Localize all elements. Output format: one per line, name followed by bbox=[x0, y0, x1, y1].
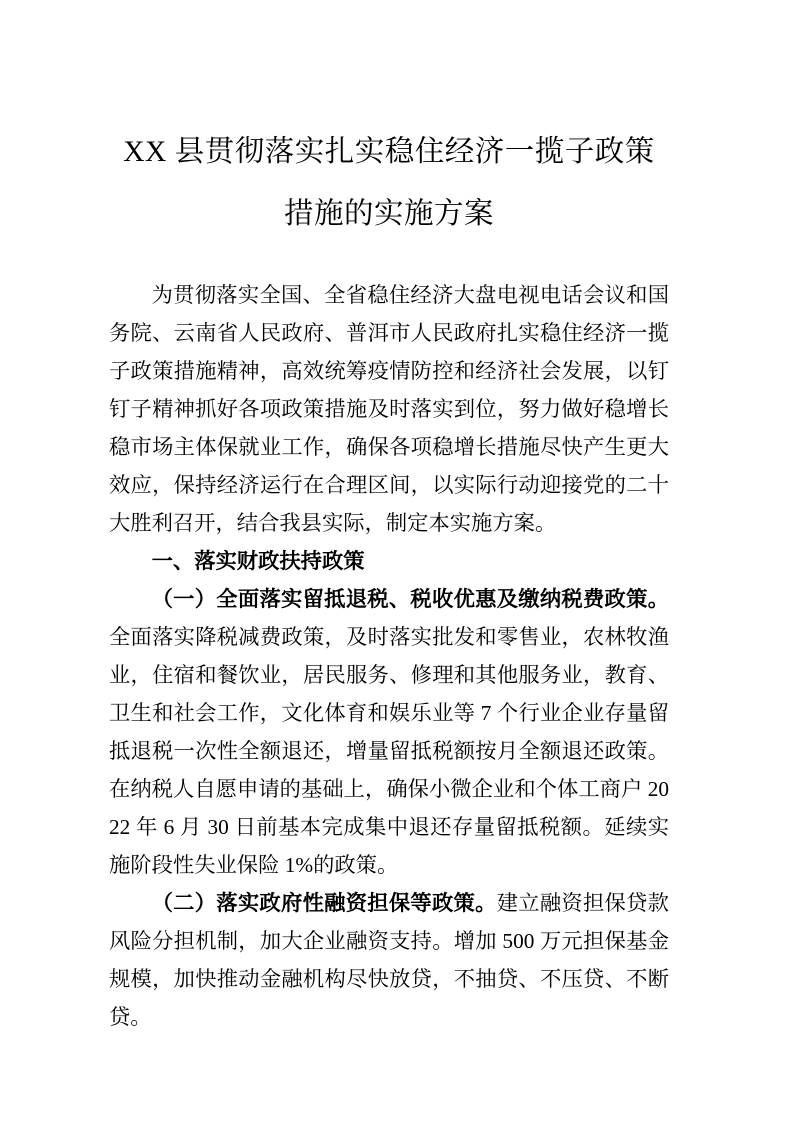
document-content bbox=[109, 0, 669, 1036]
section-item-1-lead: （一）全面落实留抵退税、税收优惠及缴纳税费政策。 bbox=[151, 587, 669, 611]
section-item-1 bbox=[109, 580, 669, 884]
section-item-2-lead: （二）落实政府性融资担保等政策。 bbox=[151, 891, 497, 915]
section-item-1-body: 全面落实降税减费政策，及时落实批发和零售业，农林牧渔业，住宿和餐饮业，居民服务、修理和其他服务业，教育、卫生和社会工作，文化体育和娱乐业等 7 个行业企业存量留抵退税一次性全额退还，增量留抵税额按月全额退还政策。在纳税人自愿申请的基础上，确保小微企业和个体工商户 2022 年 6 月 30 日前基本完成集中退还存量留抵税额。延续实施阶段性失业保险 1%的政策。 bbox=[109, 625, 669, 877]
intro-paragraph: 为贯彻落实全国、全省稳住经济大盘电视电话会议和国务院、云南省人民政府、普洱市人民政府扎实稳住经济一揽子政策措施精神，高效统筹疫情防控和经济社会发展，以钉钉子精神抓好各项政策措施及时落实到位，努力做好稳增长稳市场主体保就业工作，确保各项稳增长措施尽快产生更大效应，保持经济运行在合理区间，以实际行动迎接党的二十大胜利召开，结合我县实际，制定本实施方案。 bbox=[109, 283, 669, 535]
section-heading: 一、落实财政扶持政策 bbox=[151, 549, 365, 573]
section-item-2-body: 建立融资担保贷款风险分担机制，加大企业融资支持。增加 500 万元担保基金规模，加快推动金融机构尽快放贷，不抽贷、不压贷、不断贷。 bbox=[109, 891, 669, 1029]
document-title: XX 县贯彻落实扎实稳住经济一揽子政策措施的实施方案 bbox=[123, 136, 655, 230]
section-item-2 bbox=[109, 884, 669, 1036]
